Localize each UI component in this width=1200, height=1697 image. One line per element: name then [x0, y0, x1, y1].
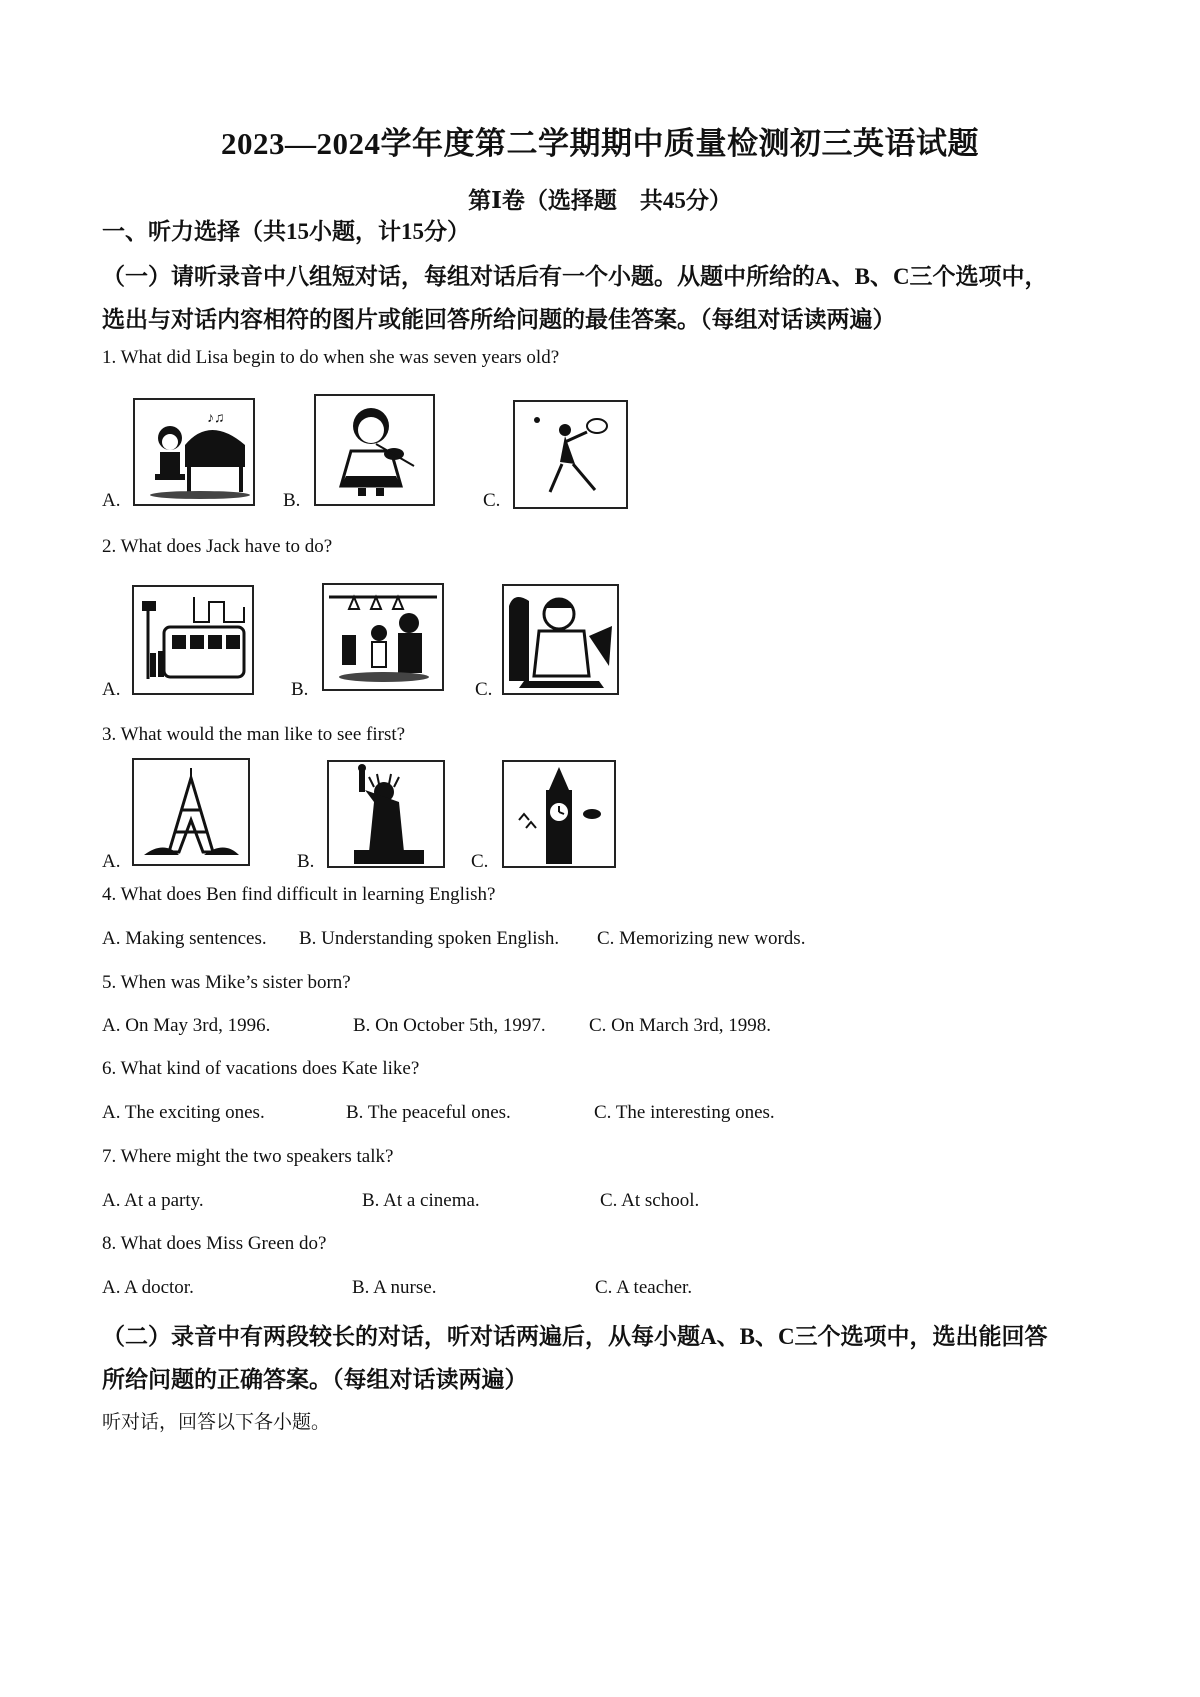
q6-option-a: A. The exciting ones.: [102, 1102, 265, 1123]
question-3-stem: 3. What would the man like to see first?: [102, 724, 406, 745]
q1-option-b-label: B.: [283, 490, 301, 511]
q1-option-c-label: C.: [483, 490, 501, 511]
page-subtitle: 第Ⅰ卷（选择题 共45分）: [468, 188, 732, 213]
big-ben-icon: [502, 760, 616, 868]
question-4-stem: 4. What does Ben find difficult in learning English?: [102, 884, 496, 905]
q3-option-a-label: A.: [102, 851, 121, 872]
q2-option-b-label: B.: [291, 679, 309, 700]
q4-option-b: B. Understanding spoken English.: [299, 928, 560, 949]
part2-sub-instruction: 听对话，回答以下各小题。: [102, 1412, 331, 1433]
q7-option-c: C. At school.: [600, 1190, 700, 1211]
piano-icon: [133, 398, 255, 506]
section-heading: 一、听力选择（共15小题，计15分）: [102, 219, 470, 244]
bus-seat-icon: [322, 583, 444, 691]
q4-option-c: C. Memorizing new words.: [597, 928, 806, 949]
part2-instruction-line2: 所给问题的正确答案。（每组对话读两遍）: [102, 1367, 528, 1392]
violin-girl-icon: [314, 394, 435, 506]
q1-option-a-label: A.: [102, 490, 121, 511]
q7-option-b: B. At a cinema.: [362, 1190, 480, 1211]
tennis-player-icon: [513, 400, 628, 509]
question-2-stem: 2. What does Jack have to do?: [102, 536, 333, 557]
question-8-stem: 8. What does Miss Green do?: [102, 1233, 327, 1254]
q8-option-c: C. A teacher.: [595, 1277, 693, 1298]
q5-option-a: A. On May 3rd, 1996.: [102, 1015, 271, 1036]
q3-option-c-label: C.: [471, 851, 489, 872]
question-6-stem: 6. What kind of vacations does Kate like?: [102, 1058, 420, 1079]
svg-text:♪♫: ♪♫: [207, 411, 225, 426]
q5-option-c: C. On March 3rd, 1998.: [589, 1015, 772, 1036]
bus-stop-icon: [132, 585, 254, 695]
question-5-stem: 5. When was Mike’s sister born?: [102, 972, 351, 993]
q8-option-b: B. A nurse.: [352, 1277, 437, 1298]
q4-option-a: A. Making sentences.: [102, 928, 267, 949]
part1-instruction-line1: （一）请听录音中八组短对话，每组对话后有一个小题。从题中所给的A、B、C三个选项中，: [102, 264, 1048, 289]
q2-option-a-label: A.: [102, 679, 121, 700]
part1-instruction-line2: 选出与对话内容相符的图片或能回答所给问题的最佳答案。（每组对话读两遍）: [102, 307, 896, 332]
eiffel-tower-icon: [132, 758, 250, 866]
q7-option-a: A. At a party.: [102, 1190, 204, 1211]
q3-option-b-label: B.: [297, 851, 315, 872]
part2-instruction-line1: （二）录音中有两段较长的对话，听对话两遍后，从每小题A、B、C三个选项中，选出能回答: [102, 1324, 1048, 1349]
question-1-stem: 1. What did Lisa begin to do when she was seven years old?: [102, 347, 560, 368]
q6-option-b: B. The peaceful ones.: [346, 1102, 511, 1123]
statue-of-liberty-icon: [327, 760, 445, 868]
q6-option-c: C. The interesting ones.: [594, 1102, 775, 1123]
page-title: 2023—2024学年度第二学期期中质量检测初三英语试题: [221, 126, 979, 161]
man-on-sofa-icon: [502, 584, 619, 695]
q5-option-b: B. On October 5th, 1997.: [353, 1015, 546, 1036]
question-7-stem: 7. Where might the two speakers talk?: [102, 1146, 394, 1167]
q8-option-a: A. A doctor.: [102, 1277, 194, 1298]
q2-option-c-label: C.: [475, 679, 493, 700]
